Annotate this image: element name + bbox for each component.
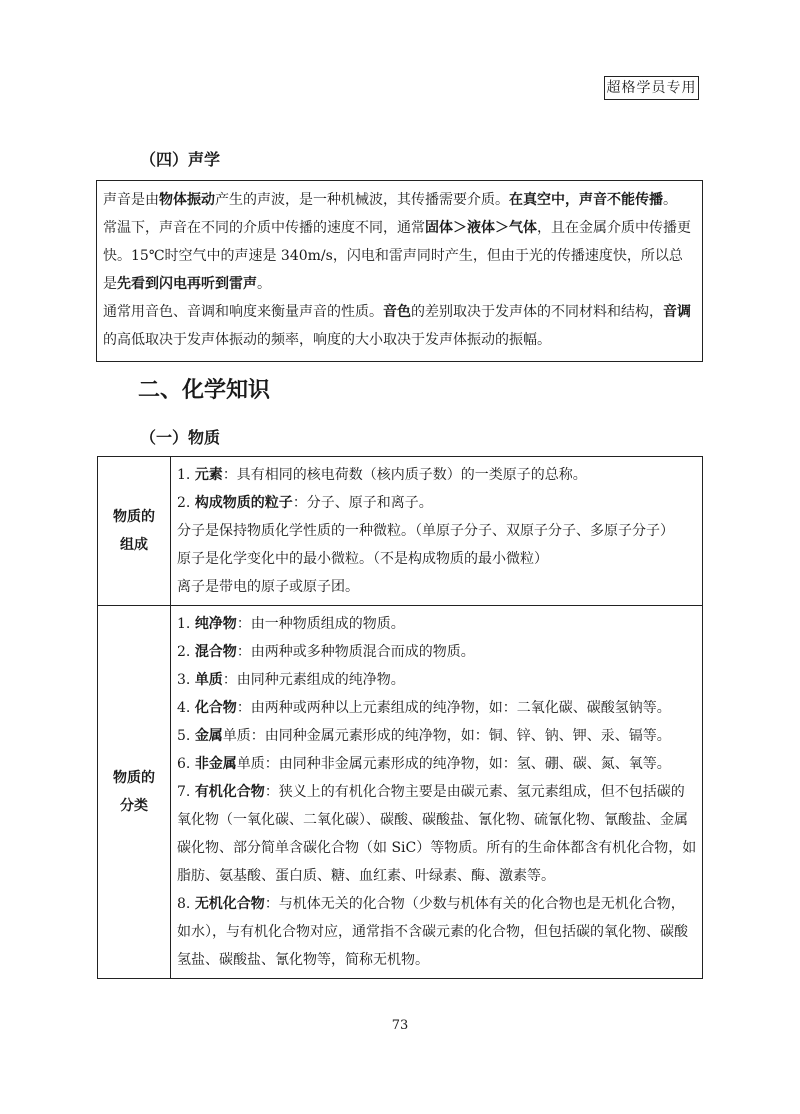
exclusive-badge: 超格学员专用 <box>604 76 699 100</box>
row-header-composition: 物质的 组成 <box>98 457 171 606</box>
classification-content <box>171 606 703 979</box>
section-title-acoustics: （四）声学 <box>140 150 221 169</box>
table-row <box>98 457 703 606</box>
acoustics-box <box>96 180 703 362</box>
list-item: 2. 构成物质的粒子：分子、原子和离子。 <box>177 495 433 511</box>
list-item: 离子是带电的原子或原子团。 <box>177 579 359 595</box>
list-item: 1. 纯净物：由一种物质组成的物质。 <box>177 616 405 632</box>
composition-content <box>171 457 703 606</box>
list-item: 1. 元素：具有相同的核电荷数（核内质子数）的一类原子的总称。 <box>177 467 587 483</box>
matter-table <box>97 456 703 979</box>
list-item: 2. 混合物：由两种或多种物质混合而成的物质。 <box>177 644 475 660</box>
list-item: 4. 化合物：由两种或两种以上元素组成的纯净物，如：二氧化碳、碳酸氢钠等。 <box>177 700 671 716</box>
list-item: 原子是化学变化中的最小微粒。（不是构成物质的最小微粒） <box>177 551 548 567</box>
list-item: 分子是保持物质化学性质的一种微粒。（单原子分子、双原子分子、多原子分子） <box>177 523 674 539</box>
acoustics-paragraph-2: 常温下，声音在不同的介质中传播的速度不同，通常固体＞液体＞气体，且在金属介质中传播更快。15℃时空气中的声速是 340m/s，闪电和雷声同时产生，但由于光的传播速度快，所以总是先看到闪电再听到雷声。 <box>103 220 691 292</box>
table-row <box>98 606 703 979</box>
acoustics-paragraph-1: 声音是由物体振动产生的声波，是一种机械波，其传播需要介质。在真空中，声音不能传播。 <box>103 192 677 208</box>
section-title-matter: （一）物质 <box>140 428 221 447</box>
list-item: 3. 单质：由同种元素组成的纯净物。 <box>177 672 405 688</box>
list-item: 6. 非金属单质：由同种非金属元素形成的纯净物，如：氢、硼、碳、氮、氧等。 <box>177 756 671 772</box>
page-number: 73 <box>391 1018 409 1033</box>
acoustics-paragraph-3: 通常用音色、音调和响度来衡量声音的性质。音色的差别取决于发声体的不同材料和结构，音调的高低取决于发声体振动的频率，响度的大小取决于发声体振动的振幅。 <box>103 304 691 348</box>
chapter-title-chemistry: 二、化学知识 <box>138 377 271 403</box>
row-header-classification: 物质的 分类 <box>98 606 171 979</box>
list-item: 8. 无机化合物：与机体无关的化合物（少数与机体有关的化合物也是无机化合物，如水），与有机化合物对应，通常指不含碳元素的化合物，但包括碳的氧化物、碳酸氢盐、碳酸盐、氰化物等，简称无机物。 <box>177 896 688 968</box>
list-item: 7. 有机化合物：狭义上的有机化合物主要是由碳元素、氢元素组成，但不包括碳的氧化物（一氧化碳、二氧化碳）、碳酸、碳酸盐、氰化物、硫氰化物、氰酸盐、金属碳化物、部分简单含碳化合物（如 SiC）等物质。所有的生命体都含有机化合物，如脂肪、氨基酸、蛋白质、糖、血红素、叶绿素、酶、激素等。 <box>177 784 697 884</box>
list-item: 5. 金属单质：由同种金属元素形成的纯净物，如：铜、锌、钠、钾、汞、镉等。 <box>177 728 671 744</box>
